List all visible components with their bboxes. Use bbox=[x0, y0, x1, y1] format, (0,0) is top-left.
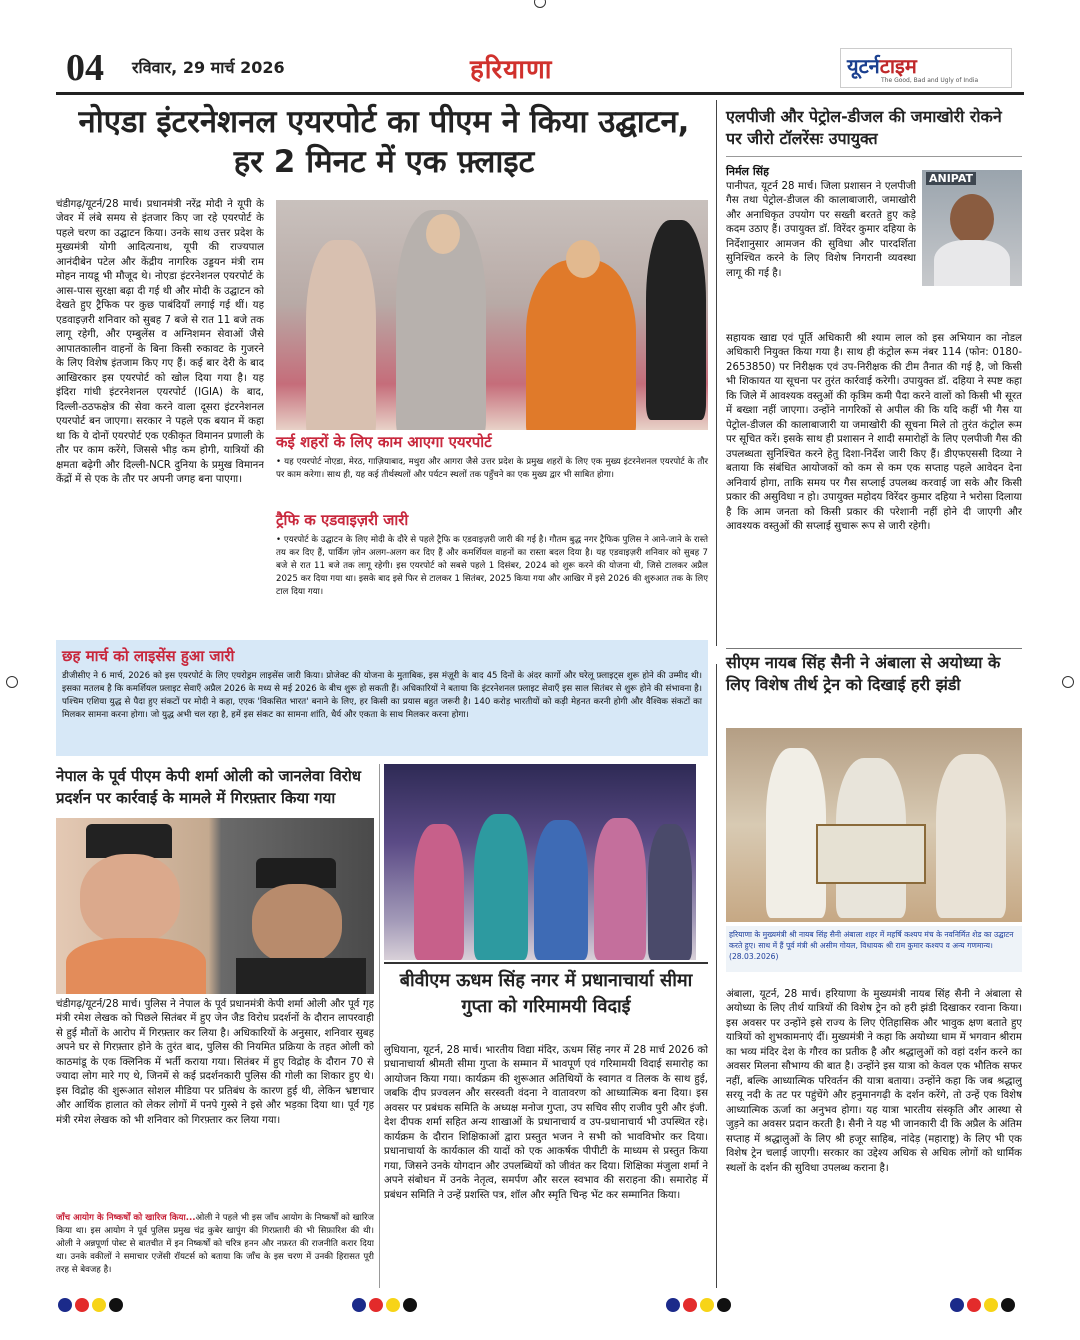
lead-headline: नोएडा इंटरनेशनल एयरपोर्ट का पीएम ने किया उद्घाटन, हर 2 मिनट में एक फ़्लाइट bbox=[78, 104, 690, 181]
bvm-headline: बीवीएम ऊधम सिंह नगर में प्रधानाचार्या सीमा गुप्ता को गरिमामयी विदाई bbox=[399, 970, 693, 1018]
lpg-official-photo bbox=[922, 170, 1022, 286]
lead-subhead-cities: कई शहरों के लिए काम आएगा एयरपोर्ट bbox=[276, 433, 492, 451]
lpg-rule bbox=[726, 156, 1022, 157]
masthead-logo bbox=[840, 48, 1012, 88]
lead-cities-text: • यह एयरपोर्ट नोएडा, मेरठ, गाज़ियाबाद, मथुरा और आगरा जैसे उत्तर प्रदेश के प्रमुख शहरों के लिए एक मुख्य इंटरनेशनल एयरपोर्ट के तौर पर काम करेगा। साथ ही, यह कई तीर्थस्थलों और पर्यटन स्थलों तक पहुँचने का एक मुख्य द्वार भी साबित होगा। bbox=[276, 457, 708, 480]
logo-wordmark: यूटर्नटाइम bbox=[847, 54, 917, 78]
logo-tagline: The Good, Bad and Ugly of India bbox=[881, 77, 979, 84]
column-divider bbox=[716, 100, 717, 646]
edition-date: रविवार, 29 मार्च 2026 bbox=[132, 58, 285, 77]
color-bar-4 bbox=[950, 1298, 1015, 1312]
lpg-body: सहायक खाद्य एवं पूर्ति अधिकारी श्री श्याम लाल को इस अभियान का नोडल अधिकारी नियुक्त किया गया है। साथ ही कंट्रोल रूम नंबर 114 (फोन: 0180-2653850) पर निरीक्षक एवं उप-निरीक्षक की टीम तैनात की गई है, जो किसी भी शिकायत या सूचना पर तुरंत कार्रवाई करेगी। उपायुक्त डॉ. दहिया ने स्पष्ट कहा कि जिले में आवश्यक वस्तुओं की कृत्रिम कमी पैदा करने वालों को किसी भी सूरत में बख्शा नहीं जाएगा। उन्होंने नागरिकों से अपील की कि यदि कहीं भी गैस या पेट्रोल-डीजल की कालाबाजारी या जमाखोरी की सूचना मिले तो तुरंत कंट्रोल रूम पर सूचित करें। इसके साथ ही प्रशासन ने शादी समारोहों के लिए एलपीजी गैस की उपलब्धता सुनिश्चित करने हेतु दिशा-निर्देश जारी किए हैं। डीएफएससी दिव्या ने बताया कि संबंधित आयोजकों को कम से कम एक सप्ताह पहले आवेदन देना अनिवार्य होगा, ताकि समय पर गैस सप्लाई उपलब्ध करवाई जा सके और किसी प्रकार की असुविधा न हो। उपायुक्त महोदय विरेंदर कुमार दहिया ने भरोसा दिलाया है कि आम जनता को किसी प्रकार की परेशानी नहीं होने दी जाएगी और आवश्यक वस्तुओं की सप्लाई सुचारू रूप से जारी रहेगी। bbox=[726, 333, 1022, 533]
train-body: अंबाला, यूटर्न, 28 मार्च। हरियाणा के मुख्यमंत्री नायब सिंह सैनी ने अंबाला से अयोध्या के लिए तीर्थ यात्रियों की विशेष ट्रेन को हरी झंडी दिखाकर रवाना किया। इस अवसर पर उन्होंने इसे राज्य के लिए ऐतिहासिक और भावुक क्षण बताते हुए यात्रियों को शुभकामनाएं दीं। मुख्यमंत्री ने कहा कि अयोध्या धाम में भगवान श्रीराम का भव्य मंदिर देश के गौरव का प्रतीक है और श्रद्धालुओं को वहां दर्शन करने का अवसर मिलना सौभाग्य की बात है। उन्होंने इस यात्रा को केवल एक भौतिक सफर नहीं, बल्कि आध्यात्मिक परिवर्तन की यात्रा बताया। उन्होंने कहा कि जब श्रद्धालु सरयू नदी के तट पर पहुंचेंगे और हनुमानगढ़ी के दर्शन करेंगे, तो उन्हें एक विशेष आध्यात्मिक ऊर्जा का अनुभव होगा। यह यात्रा भारतीय संस्कृति और आस्था से जुड़ने का अवसर प्रदान करती है। सैनी ने यह भी जानकारी दी कि अप्रैल के अंतिम सप्ताह में श्रद्धालुओं के लिए श्री हजूर साहिब, नांदेड़ (महाराष्ट्र) के लिए भी एक विशेष ट्रेन चलाई जाएगी। सरकार का उद्देश्य अधिक से अधिक लोगों को धार्मिक स्थलों के दर्शन की सुविधा उपलब्ध कराना है। bbox=[726, 989, 1022, 1174]
nepal-body: चंडीगढ़/यूटर्न/28 मार्च। पुलिस ने नेपाल के पूर्व प्रधानमंत्री केपी शर्मा ओली और पूर्व गृह मंत्री रमेश लेखक को पिछले सितंबर में हुए जेन जैड विरोध प्रदर्शनों के दौरान लापरवाही से हुई मौतों के आरोप में गिरफ़्तार कर लिया है। अधिकारियों के अनुसार, शनिवार सुबह अपने घर से गिरफ़्तार होने के तुरंत बाद, पुलिस की नियमित प्रक्रिया के तहत ओली को काठमांडू के एक क्लिनिक में भर्ती कराया गया। सितंबर में हुए विद्रोह के दौरान 70 से ज्यादा लोग मारे गए थे, जिनमें से कई प्रदर्शनकारी पुलिस की गोली का शिकार हुए थे। इस विद्रोह की शुरूआत सोशल मीडिया पर प्रतिबंध के कारण हुई थी, लेकिन भ्रष्टाचार और आर्थिक हालात को लेकर लोगों में पनपे गुस्से ने इसे और भड़का दिया था। पूर्व गृह मंत्री रमेश लेखक को भी शनिवार को गिरफ़्तार कर लिया गया। bbox=[56, 999, 374, 1126]
nepal-photo bbox=[56, 818, 374, 994]
license-box-headline: छह मार्च को लाइसेंस हुआ जारी bbox=[62, 647, 235, 665]
nepal-note bbox=[56, 1212, 374, 1292]
bvm-rule bbox=[384, 962, 708, 964]
license-box-text: डीजीसीए ने 6 मार्च, 2026 को इस एयरपोर्ट के लिए एयरोड्रम लाइसेंस जारी किया। प्रोजेक्ट की योजना के मुताबिक, इस मंज़ूरी के बाद 45 दिनों के अंदर कार्गो और घरेलू फ़्लाइट्स शुरू होने की उम्मीद थी। इसका मतलब है कि कमर्शियल फ़्लाइट सेवाएँ अप्रैल 2026 के मध्य से मई 2026 के बीच शुरू हो सकती हैं। अधिकारियों ने बताया कि इंटरनेशनल फ़्लाइट सेवाएँ इस साल सितंबर से शुरू होने की संभावना है। पश्चिम एशिया युद्ध से पैदा हुए संकटों पर मोदी ने कहा, एएक 'विकसित भारत' बनाने के लिए, हर किसी का प्रयास बहुत जरूरी है। 140 करोड़ भारतीयों को कड़ी मेहनत करनी होगी और वैश्विक संकटों का मिलकर सामना करना होगा। जो युद्ध अभी चल रहा है, हमें इस संकट का सामना शांति, धैर्य और एकता के साथ मिलकर करना होगा। bbox=[62, 671, 702, 720]
section-title: हरियाणा bbox=[470, 55, 553, 85]
page-number: 04 bbox=[66, 47, 104, 89]
column-divider-lower bbox=[716, 664, 717, 1288]
lead-traffic-text: • एयरपोर्ट के उद्घाटन के लिए मोदी के दौरे से पहले ट्रैफि क एडवाइज़री जारी की गई है। गौतम बुद्ध नगर ट्रैफिक पुलिस ने आने-जाने के रास्ते तय कर दिए हैं, पार्किंग ज़ोन अलग-अलग कर दिए हैं और कमर्शियल वाहनों का रास्ता बदल दिया है। यह एडवाइज़री शनिवार को सुबह 7 बजे से रात 11 बजे तक लागू रहेगी। इस एयरपोर्ट को सबसे पहले 1 दिसंबर, 2024 को शुरू करने की योजना थी, जिसे टालकर अप्रैल 2025 कर दिया गया था। इसके बाद इसे फिर से टालकर 1 सितंबर, 2025 किया गया और आखिर में इसे 2026 की शुरुआत तक के लिए टाल दिया गया। bbox=[276, 535, 708, 597]
lead-subhead-traffic: ट्रैफि क एडवाइज़री जारी bbox=[276, 511, 409, 529]
train-photo-caption: हरियाणा के मुख्यमंत्री श्री नायब सिंह सैनी अंबाला शहर में महर्षि कश्यप मंच के नवनिर्मित शेड का उद्घाटन करते हुए। साथ में हैं पूर्व मंत्री श्री असीम गोयल, विधायक श्री राम कुमार कश्यप व अन्य गणमान्य। (28.03.2026) bbox=[726, 926, 1022, 972]
bvm-body: लुधियाना, यूटर्न, 28 मार्च। भारतीय विद्या मंदिर, ऊधम सिंह नगर में 28 मार्च 2026 को प्रधानाचार्या श्रीमती सीमा गुप्ता के सम्मान में भावपूर्ण एवं गरिमामयी विदाई समारोह का आयोजन किया गया। कार्यक्रम की शुरूआत अतिथियों के स्वागत व तिलक के साथ हुई, जबकि दीप प्रज्वलन और सरस्वती वंदना ने वातावरण को आध्यात्मिक बना दिया। इस अवसर पर प्रबंधक समिति के अध्यक्ष मनोज गुप्ता, उप सचिव सीए राजीव पुरी और इंजी. देश दीपक शर्मा सहित अन्य शाखाओं के प्रधानाचार्य व उप-प्रधानाचार्य भी उपस्थित रहे। कार्यक्रम के दौरान शिक्षिकाओं द्वारा प्रस्तुत भजन ने सभी को भावविभोर कर दिया। प्रधानाचार्या के कार्यकाल की यादों को एक आकर्षक पीपीटी के माध्यम से प्रस्तुत किया गया, जिसने उनके योगदान और उपलब्धियों को जीवंत कर दिया। शिक्षिका मंजुला शर्मा ने अपने संबोधन में उनके नेतृत्व, समर्पण और सरल स्वभाव की सराहना की। समारोह में प्रबंधन समिति ने उन्हें प्रशस्ति पत्र, शॉल और स्मृति चिन्ह भेंट कर सम्मानित किया। bbox=[384, 1045, 708, 1201]
lpg-byline: निर्मल सिंह bbox=[726, 165, 769, 178]
train-photo bbox=[726, 728, 1022, 922]
train-rule bbox=[726, 648, 1022, 649]
lead-body: चंडीगढ़/यूटर्न/28 मार्च। प्रधानमंत्री नरेंद्र मोदी ने यूपी के जेवर में लंबे समय से इंतजार किए जा रहे एयरपोर्ट के पहले चरण का उद्घाटन किया। उनके साथ उत्तर प्रदेश के मुख्यमंत्री योगी आदित्यनाथ, यूपी की राज्यपाल आनंदीबेन पटेल और केंद्रीय नागरिक उड्डयन मंत्री राम मोहन नायडू भी मौजूद थे। नोएडा इंटरनेशनल एयरपोर्ट के आस-पास सुरक्षा बढ़ा दी गई थी और मोदी के उद्घाटन को देखते हुए ट्रैफिक पर कुछ पाबंदियाँ लगाई गई थीं। यह एडवाइज़री शनिवार को सुबह 7 बजे से रात 11 बजे तक लागू रहेगी, और एम्बुलेंस व अग्निशमन सेवाओं जैसे आपातकालीन वाहनों के बिना किसी रुकावट के गुजरने के लिए विशेष इंतजाम किए गए हैं। कई बार देरी के बाद आखिरकार इस एयरपोर्ट को खोल दिया गया है। यह इंदिरा गांधी इंटरनेशनल एयरपोर्ट (IGIA) के बाद, दिल्ली-ठठफक्षेत्र की सेवा करने वाला दूसरा इंटरनेशनल एयरपोर्ट बन जाएगा। सरकार ने पहले एक बयान में कहा था कि ये दोनों एयरपोर्ट एक एकीकृत विमानन प्रणाली के तौर पर काम करेंगे, जिससे भीड़ कम होगी, यात्रियों की क्षमता बढ़ेगी और दिल्ली-NCR दुनिया के प्रमुख विमानन केंद्रों में से एक के तौर पर अपनी जगह बना पाएगा। bbox=[56, 199, 264, 486]
registration-mark-left bbox=[6, 676, 18, 688]
lpg-headline: एलपीजी और पेट्रोल-डीजल की जमाखोरी रोकने पर जीरो टॉलरेंसः उपायुक्त bbox=[726, 107, 1002, 148]
train-headline: सीएम नायब सिंह सैनी ने अंबाला से अयोध्या के लिए विशेष तीर्थ ट्रेन को दिखाई हरी झंडी bbox=[726, 653, 1001, 694]
column-divider-middle bbox=[379, 764, 380, 1288]
lpg-photo-nameplate: ANIPAT bbox=[926, 172, 976, 185]
registration-mark-top bbox=[534, 0, 546, 8]
lpg-body-intro: पानीपत, यूटर्न 28 मार्च। जिला प्रशासन ने एलपीजी गैस तथा पेट्रोल-डीजल की कालाबाजारी, जमाखोरी और अनाधिकृत उपयोग पर सख्ती बरतते हुए कड़े कदम उठाए हैं। उपायुक्त डॉ. विरेंदर कुमार दहिया के निर्देशानुसार आमजन की सुविधा और पारदर्शिता सुनिश्चित करने के लिए विशेष निगरानी व्यवस्था लागू की गई है। bbox=[726, 181, 916, 279]
color-bar-2 bbox=[352, 1298, 417, 1312]
registration-mark-right bbox=[1062, 676, 1074, 688]
header-rule bbox=[56, 92, 1024, 95]
lead-photo bbox=[276, 200, 708, 430]
bvm-photo bbox=[384, 764, 696, 960]
nepal-note-text: ओली ने पहले भी इस जाँच आयोग के निष्कर्षों को खारिज किया था। इस आयोग ने पूर्व पुलिस प्रमुख चंद्र कुबेर खापुंग की गिरफ़्तारी की भी सिफ़ारिश की थी। ओली ने अन्नपूर्णा पोस्ट से बातचीत में इन निष्कर्षों को चरित्र हनन और नफ़रत की राजनीति करार दिया था। उनके वकीलों ने समाचार एजेंसी रॉयटर्स को बताया कि जाँच के इस चरण में उनकी हिरासत पूरी तरह से बेवजह है। bbox=[56, 1213, 374, 1275]
color-bar-1 bbox=[58, 1298, 123, 1312]
color-bar-3 bbox=[666, 1298, 731, 1312]
nepal-note-headline: जाँच आयोग के निष्कर्षों को खारिज किया... bbox=[56, 1213, 196, 1223]
nepal-headline: नेपाल के पूर्व पीएम केपी शर्मा ओली को जानलेवा विरोध प्रदर्शन पर कार्रवाई के मामले में गिरफ़्तार किया गया bbox=[56, 767, 361, 807]
